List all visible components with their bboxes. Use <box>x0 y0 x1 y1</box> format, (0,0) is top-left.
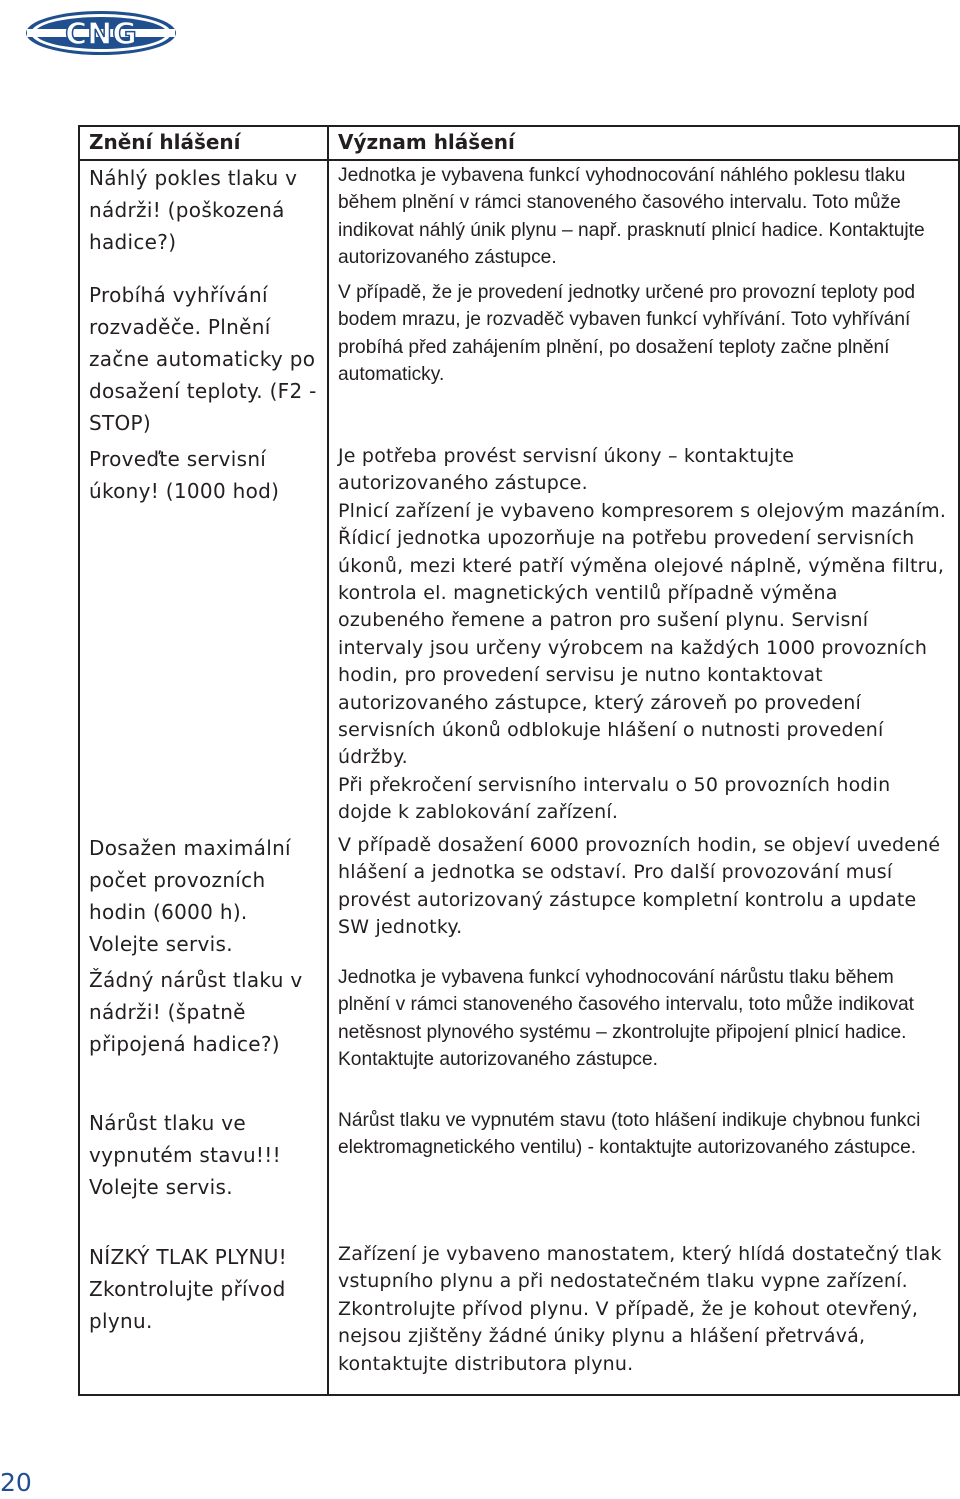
table-row <box>79 1229 959 1395</box>
meaning-paragraph: V případě, že je provedení jednotky určené pro provozní teploty pod bodem mrazu, je rozvaděč vybaven funkcí vyhřívání. Toto vyhřívání probíhá před zahájením plnění, po dosažení teploty začne plnění automaticky. <box>338 282 916 386</box>
meaning-text <box>328 1229 959 1395</box>
message-text: Náhlý pokles tlaku v nádrži! (poškozená hadice?) <box>79 160 328 279</box>
table-header-row <box>79 126 959 160</box>
cng-logo <box>25 10 177 56</box>
meaning-paragraph: V případě dosažení 6000 provozních hodin, se objeví uvedené hlášení a jednotka se odstaví. Pro další provozování musí provést autorizovaný zástupce kompletní kontrolu a update SW jednotky. <box>338 834 941 939</box>
meaning-paragraph: Zařízení je vybaveno manostatem, který hlídá dostatečný tlak vstupního plynu a při nedostatečném tlaku vypne zařízení. Zkontrolujte přívod plynu. V případě, že je kohout otevřený, nejsou zjištěny žádné úniky plynu a hlášení přetrvává, kontaktujte distributora plynu. <box>338 1243 942 1375</box>
table-row <box>79 961 959 1095</box>
message-text: NÍZKÝ TLAK PLYNU! Zkontrolujte přívod plynu. <box>79 1229 328 1395</box>
meaning-paragraph: Plnicí zařízení je vybaveno kompresorem s olejovým mazáním. Řídicí jednotka upozorňuje na potřebu provedení servisních úkonů, mezi které patří výměna olejové náplně, výměna filtru, kontrola el. magnetických ventilů případně výměna ozubeného řemene a patron pro sušení plynu. Servisní intervaly jsou určeny výrobcem na každých 1000 provozních hodin, pro provedení servisu je nutno kontaktovat autorizovaného zástupce, který zároveň po provedení servisních úkonů odblokuje hlášení o nutnosti provedení údržby. <box>338 499 947 769</box>
meaning-text <box>328 160 959 279</box>
meaning-paragraph: Jednotka je vybavena funkcí vyhodnocování náhlého poklesu tlaku během plnění v rámci stanoveného časového intervalu. Toto může indikovat náhlý únik plynu – např. prasknutí plnicí hadice. Kontaktujte autorizovaného zástupce. <box>338 165 925 269</box>
table-row <box>79 1095 959 1229</box>
table-row <box>79 160 959 279</box>
meaning-paragraph: Je potřeba provést servisní úkony – kontaktujte autorizovaného zástupce. <box>338 445 795 495</box>
messages-table <box>78 125 960 1396</box>
table-row <box>79 832 959 961</box>
message-text: Probíhá vyhřívání rozvaděče. Plnění začne automaticky po dosažení teploty. (F2 - STOP) <box>79 279 328 440</box>
header-meaning: Význam hlášení <box>328 126 959 160</box>
meaning-text <box>328 279 959 440</box>
page-number: 20 <box>0 1468 32 1497</box>
logo-text: CNG <box>65 17 137 52</box>
message-text: Žádný nárůst tlaku v nádrži! (špatně připojená hadice?) <box>79 961 328 1095</box>
meaning-paragraph: Při překročení servisního intervalu o 50 provozních hodin dojde k zablokování zařízení. <box>338 773 891 824</box>
cng-logo-graphic <box>25 10 177 56</box>
meaning-paragraph: Nárůst tlaku ve vypnutém stavu (toto hlášení indikuje chybnou funkci elektromagnetického ventilu) - kontaktujte autorizovaného zástupce. <box>338 1110 921 1159</box>
meaning-paragraph: Jednotka je vybavena funkcí vyhodnocování nárůstu tlaku během plnění v rámci stanoveného časového intervalu, toto může indikovat netěsnost plynového systému – zkontrolujte připojení plnicí hadice. Kontaktujte autorizovaného zástupce. <box>338 967 914 1071</box>
message-text: Proveďte servisní úkony! (1000 hod) <box>79 440 328 832</box>
table-row <box>79 440 959 832</box>
meaning-text <box>328 440 959 832</box>
table-row <box>79 279 959 440</box>
meaning-text <box>328 1095 959 1229</box>
header-message: Znění hlášení <box>79 126 328 160</box>
meaning-text <box>328 961 959 1095</box>
meaning-text <box>328 832 959 961</box>
message-text: Nárůst tlaku ve vypnutém stavu!!! Volejte servis. <box>79 1095 328 1229</box>
message-text: Dosažen maximální počet provozních hodin (6000 h). Volejte servis. <box>79 832 328 961</box>
